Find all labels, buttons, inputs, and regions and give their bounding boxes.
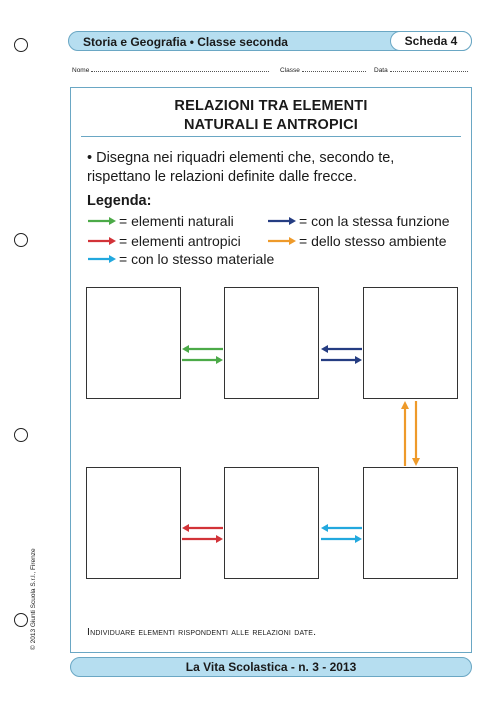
title-line-2: NATURALI E ANTROPICI: [184, 117, 358, 133]
name-line: [91, 67, 269, 72]
legend-label-material: = con lo stesso materiale: [119, 251, 275, 267]
class-label: Classe: [280, 67, 300, 74]
footer-bar: La Vita Scolastica - n. 3 - 2013: [70, 657, 472, 677]
sheet-badge: Scheda 4: [390, 31, 472, 51]
date-label: Data: [374, 67, 388, 74]
legend-label-natural: = elementi naturali: [119, 213, 234, 229]
relation-arrows: [71, 88, 471, 652]
name-label: Nome: [72, 67, 90, 74]
name-field: [72, 67, 269, 74]
class-line: [302, 67, 366, 72]
binder-hole-2: [14, 233, 28, 247]
class-field: [280, 67, 366, 74]
binder-hole-4: [14, 613, 28, 627]
instruction-text: • Disegna nei riquadri elementi che, secondo te, rispettano le relazioni definite dalle frecce.: [87, 150, 395, 185]
date-field: [374, 67, 468, 74]
legend-label-anthropic: = elementi antropici: [119, 233, 241, 249]
green-relation-arrows: [182, 345, 223, 364]
header-bar: [68, 31, 472, 51]
binder-hole-3: [14, 428, 28, 442]
worksheet-card: [70, 87, 472, 653]
footnote-text: Individuare elementi rispondenti alle relazioni date.: [87, 626, 317, 638]
subject-title: Storia e Geografia • Classe seconda: [83, 35, 288, 49]
dark-blue-relation-arrows: [321, 345, 362, 364]
date-line: [390, 67, 468, 72]
title-line-1: RELAZIONI TRA ELEMENTI: [174, 98, 368, 114]
legend-label-function: = con la stessa funzione: [299, 213, 450, 229]
binder-hole-1: [14, 38, 28, 52]
legend-label-environment: = dello stesso ambiente: [299, 233, 447, 249]
orange-relation-arrows: [401, 401, 420, 466]
legend-title: Legenda:: [87, 193, 152, 209]
red-relation-arrows: [182, 524, 223, 543]
light-blue-relation-arrows: [321, 524, 362, 543]
copyright-text: © 2013 Giunti Scuola S.r.l., Firenze: [30, 548, 37, 650]
